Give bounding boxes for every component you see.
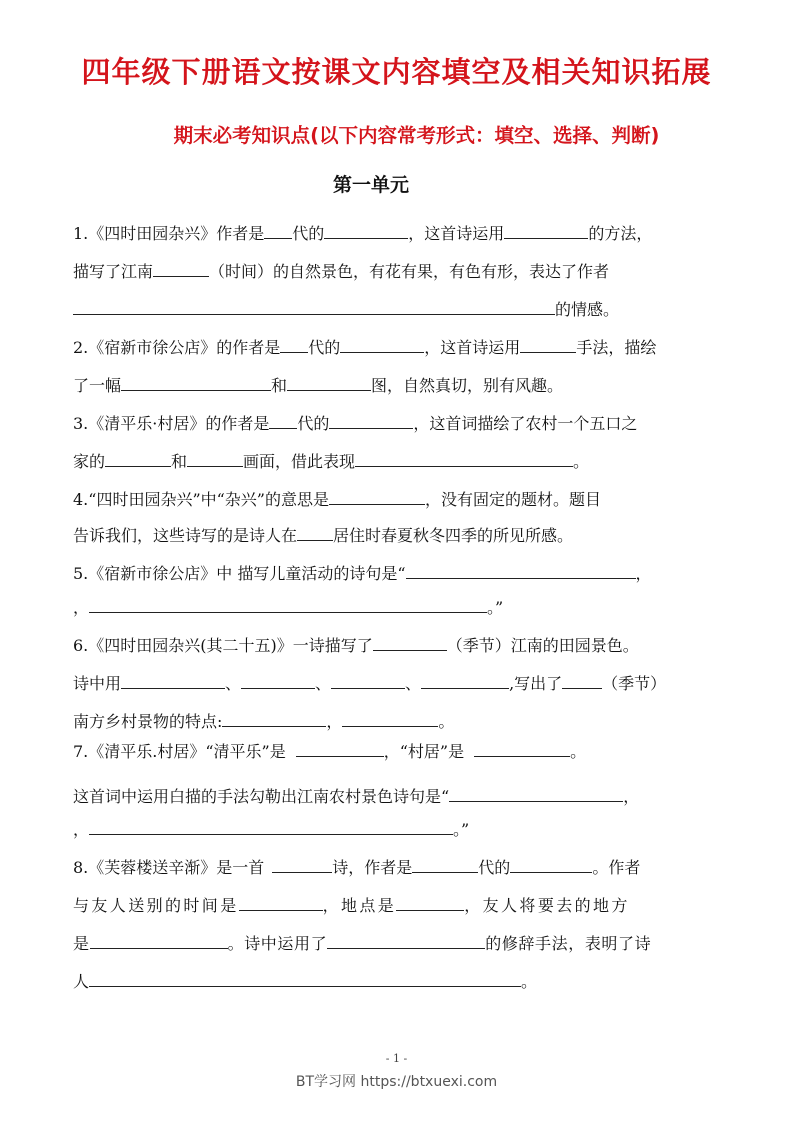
question-6-line-3: 南方乡村景物的特点: ， 。 xyxy=(73,712,455,731)
blank[interactable] xyxy=(327,932,485,949)
blank[interactable] xyxy=(373,634,447,651)
question-8-line-1: 8.《芙蓉楼送辛渐》是一首 诗，作者是 代的 。作者 xyxy=(73,858,641,877)
blank[interactable] xyxy=(280,336,308,353)
question-8-line-3: 是 。诗中运用了 的修辞手法，表明了诗 xyxy=(73,934,652,953)
blank[interactable] xyxy=(449,785,623,802)
question-8-line-4: 人 。 xyxy=(73,972,538,991)
unit-heading: 第一单元 xyxy=(333,174,410,196)
blank[interactable] xyxy=(89,818,453,835)
blank[interactable] xyxy=(412,856,478,873)
question-7-line-1: 7.《清平乐.村居》“清平乐”是 ，“村居”是 。 xyxy=(73,742,587,761)
blank[interactable] xyxy=(510,856,592,873)
question-1-line-1: 1.《四时田园杂兴》作者是 代的 ，这首诗运用 的方法， xyxy=(73,224,653,243)
question-1-line-2: 描写了江南 （时间）的自然景色，有花有果，有色有形，表达了作者 xyxy=(73,262,610,281)
blank[interactable] xyxy=(296,740,384,757)
blank[interactable] xyxy=(287,374,371,391)
question-4-line-2: 告诉我们，这些诗写的是诗人在 居住时春夏秋冬四季的所见所感。 xyxy=(73,526,574,545)
page-subtitle: 期末必考知识点(以下内容常考形式：填空、选择、判断) xyxy=(173,124,660,147)
blank[interactable] xyxy=(187,450,243,467)
blank[interactable] xyxy=(329,412,413,429)
question-7-line-3: ， 。” xyxy=(73,820,470,839)
blank[interactable] xyxy=(73,298,555,315)
blank[interactable] xyxy=(340,336,424,353)
blank[interactable] xyxy=(264,222,292,239)
blank[interactable] xyxy=(153,260,209,277)
blank[interactable] xyxy=(90,932,228,949)
blank[interactable] xyxy=(89,970,521,987)
blank[interactable] xyxy=(121,672,225,689)
question-8-line-2: 与友人送别的时间是 ，地点是 ，友人将要去的地方 xyxy=(73,896,630,915)
question-2-line-1: 2.《宿新市徐公店》的作者是 代的 ，这首诗运用 手法，描绘 xyxy=(73,338,657,357)
question-1-line-3: 的情感。 xyxy=(73,298,619,320)
blank[interactable] xyxy=(272,856,332,873)
blank[interactable] xyxy=(406,562,636,579)
blank[interactable] xyxy=(421,672,509,689)
question-2-line-2: 了一幅 和 图，自然真切，别有风趣。 xyxy=(73,376,564,395)
question-3-line-1: 3.《清平乐·村居》的作者是 代的 ，这首词描绘了农村一个五口之 xyxy=(73,414,638,433)
question-5-line-2: ， 。” xyxy=(73,598,504,617)
blank[interactable] xyxy=(562,672,602,689)
blank[interactable] xyxy=(504,222,588,239)
blank[interactable] xyxy=(297,524,333,541)
question-6-line-2: 诗中用 、 、 、 ,写出了 （季节） xyxy=(73,674,667,693)
blank[interactable] xyxy=(342,710,438,727)
blank[interactable] xyxy=(121,374,271,391)
blank[interactable] xyxy=(269,412,297,429)
page-number: - 1 - xyxy=(385,1052,408,1065)
blank[interactable] xyxy=(105,450,171,467)
blank[interactable] xyxy=(324,222,408,239)
blank[interactable] xyxy=(222,710,326,727)
footer-site-link[interactable]: BT学习网 https://btxuexi.com xyxy=(295,1074,498,1090)
question-4-line-1: 4.“四时田园杂兴”中“杂兴”的意思是 ，没有固定的题材。题目 xyxy=(73,490,602,509)
blank[interactable] xyxy=(396,894,464,911)
blank[interactable] xyxy=(355,450,573,467)
page-title: 四年级下册语文按课文内容填空及相关知识拓展 xyxy=(81,55,712,89)
blank[interactable] xyxy=(331,672,405,689)
blank[interactable] xyxy=(239,894,323,911)
blank[interactable] xyxy=(520,336,576,353)
question-3-line-2: 家的 和 画面，借此表现 。 xyxy=(73,452,590,471)
question-5-line-1: 5.《宿新市徐公店》中 描写儿童活动的诗句是“ ， xyxy=(73,564,652,583)
blank[interactable] xyxy=(89,596,487,613)
question-6-line-1: 6.《四时田园杂兴(其二十五)》一诗描写了 （季节）江南的田园景色。 xyxy=(73,636,639,655)
blank[interactable] xyxy=(474,740,570,757)
blank[interactable] xyxy=(241,672,315,689)
blank[interactable] xyxy=(329,488,425,505)
question-7-line-2: 这首词中运用白描的手法勾勒出江南农村景色诗句是“ ， xyxy=(73,787,640,806)
